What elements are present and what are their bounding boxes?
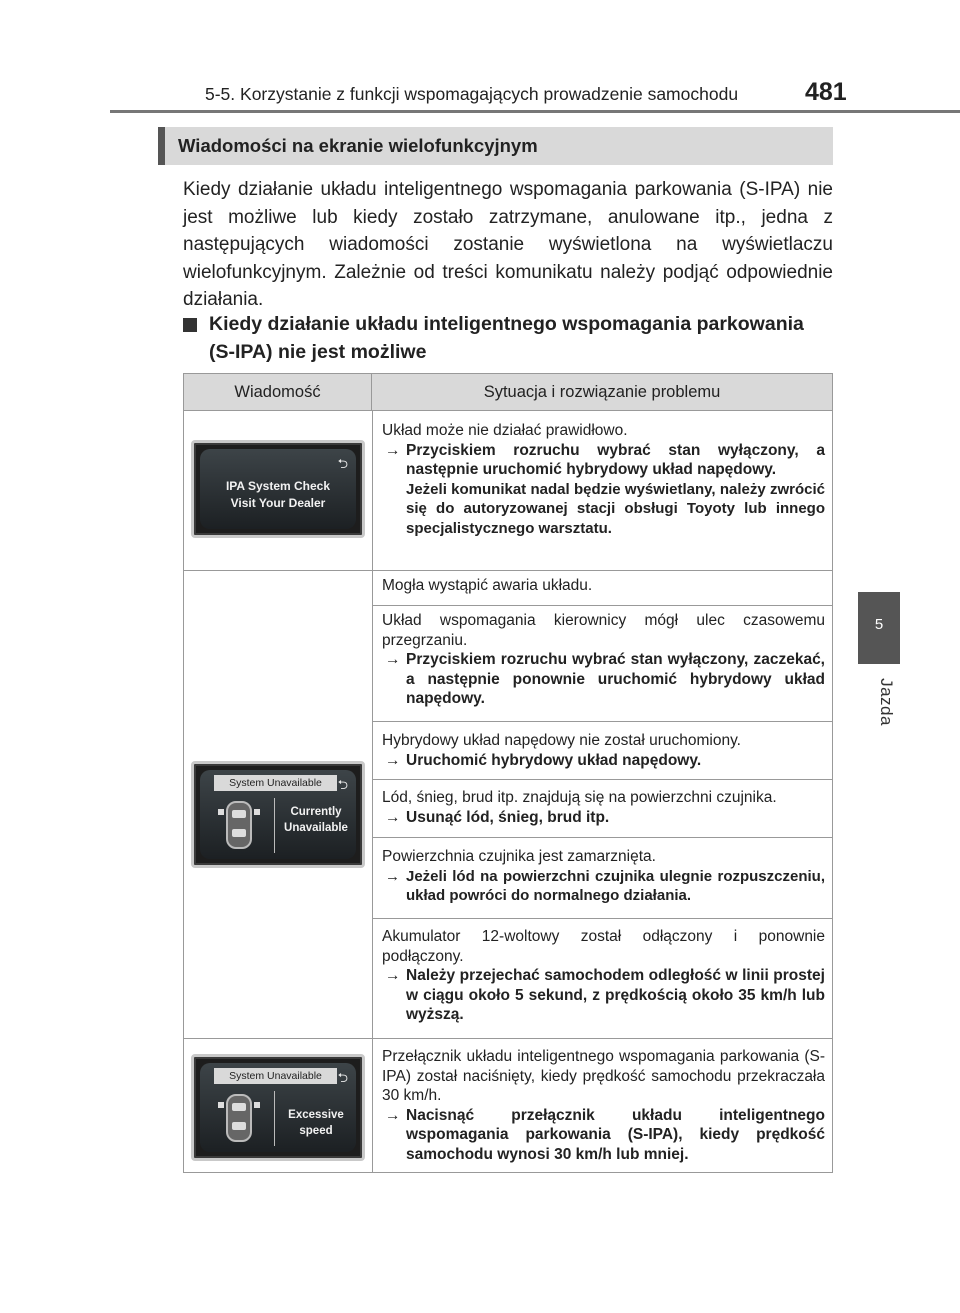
sensor-indicator — [254, 1102, 260, 1108]
chapter-number: 5 — [874, 616, 884, 633]
header-rule — [110, 110, 960, 113]
row-7-situation: Akumulator 12-woltowy został odłączony i ponownie podłączony. → Należy przejechać samochodem odległość w linii prostej w ciągu około 5 sekund, z prędkością około 35 km/h lub wyższą. — [382, 928, 825, 1023]
row-3-situation: Układ wspomagania kierownicy mógł ulec czasowemu przegrzaniu. → Przyciskiem rozruchu wybrać stan wyłączony, zaczekać, a następnie ponownie uruchomić hybrydowy układ napędowy. — [382, 612, 825, 707]
section-heading: Wiadomości na ekranie wielofunkcyjnym — [158, 127, 833, 165]
row-divider — [184, 1038, 833, 1039]
row-6-situation: Powierzchnia czujnika jest zamarznięta. → Jeżeli lód na powierzchni czujnika ulegnie rozpuszczeniu, układ powróci do normalnego działania. — [382, 848, 825, 904]
screen-ribbon: System Unavailable — [214, 1068, 337, 1084]
message-table — [183, 373, 833, 1173]
arrow-icon: → — [385, 1106, 401, 1124]
row-4-situation: Hybrydowy układ napędowy nie został uruchomiony. → Uruchomić hybrydowy układ napędowy. — [382, 732, 741, 769]
intro-paragraph: Kiedy działanie układu inteligentnego wspomagania parkowania (S-IPA) nie jest możliwe lub kiedy zostało zatrzymane, anulowane itp., jedna z następujących wiadomości zostanie wyświetlona na wyświetlaczu wielofunkcyjnym. Zależnie od treści komunikatu należy podjąć odpowiednie działania. — [183, 179, 833, 310]
arrow-icon: → — [385, 651, 401, 668]
screen-divider — [274, 798, 275, 853]
arrow-icon: → — [385, 751, 401, 769]
row-divider — [184, 570, 833, 571]
screen-text: Unavailable — [284, 822, 348, 834]
sensor-indicator — [254, 809, 260, 815]
page-header-title: 5-5. Korzystanie z funkcji wspomagających prowadzenie samochodu — [205, 84, 739, 104]
car-icon — [226, 1094, 252, 1142]
screen-ribbon: System Unavailable — [214, 775, 337, 791]
row-divider — [372, 721, 833, 722]
column-divider — [372, 411, 373, 1173]
row-8-situation: Przełącznik układu inteligentnego wspomagania parkowania (S-IPA) został naciśnięty, kiedy prędkość samochodu przekraczała 30 km/h. → Nacisnąć przełącznik układu inteligentnego wspomagania parkowania (S-IPA), kiedy prędkość samochodu wynosi 30 km/h lub mniej. — [382, 1048, 825, 1163]
row-divider — [372, 837, 833, 838]
row-divider — [372, 779, 833, 780]
chapter-label: Jazda — [876, 678, 896, 726]
sensor-indicator — [218, 809, 224, 815]
screen-excessive-speed — [191, 1054, 365, 1161]
screen-ipa-system-check — [191, 440, 365, 538]
car-icon — [226, 801, 252, 849]
screen-text: IPA System Check — [225, 479, 331, 493]
screen-divider — [274, 1091, 275, 1146]
column-header-message: Wiadomość — [184, 374, 372, 411]
row-5-situation: Lód, śnieg, brud itp. znajdują się na powierzchni czujnika. → Usunąć lód, śnieg, brud itp. — [382, 789, 777, 826]
screen-text: Currently — [290, 806, 342, 818]
row-1-situation: Układ może nie działać prawidłowo. → Przyciskiem rozruchu wybrać stan wyłączony, a następnie uruchomić hybrydowy układ napędowy. Jeżeli komunikat nadal będzie wyświetlany, należy zwrócić się do autoryzowanej stacji obsługi Toyoty lub innego specjalistycznego warsztatu. — [382, 422, 825, 537]
arrow-icon: → — [385, 867, 400, 885]
back-arrow-icon: ⮌ — [337, 1070, 348, 1085]
sensor-indicator — [218, 1102, 224, 1108]
chapter-tab[interactable] — [858, 592, 900, 664]
screen-text: Visit Your Dealer — [230, 496, 326, 510]
row-2-situation: Mogła wystąpić awaria układu. — [382, 577, 593, 594]
arrow-icon: → — [385, 967, 401, 984]
back-arrow-icon: ⮌ — [337, 456, 348, 471]
row-divider — [372, 605, 833, 606]
arrow-icon: → — [385, 441, 401, 459]
screen-text: Excessive speed — [288, 1109, 344, 1137]
back-arrow-icon: ⮌ — [337, 777, 348, 792]
column-header-situation: Sytuacja i rozwiązanie problemu — [372, 374, 832, 411]
section-heading-bar — [158, 127, 165, 165]
page-number: 481 — [805, 78, 847, 106]
screen-system-unavailable — [191, 761, 365, 868]
row-divider — [372, 918, 833, 919]
arrow-icon: → — [385, 808, 401, 826]
square-bullet-icon — [183, 318, 197, 332]
